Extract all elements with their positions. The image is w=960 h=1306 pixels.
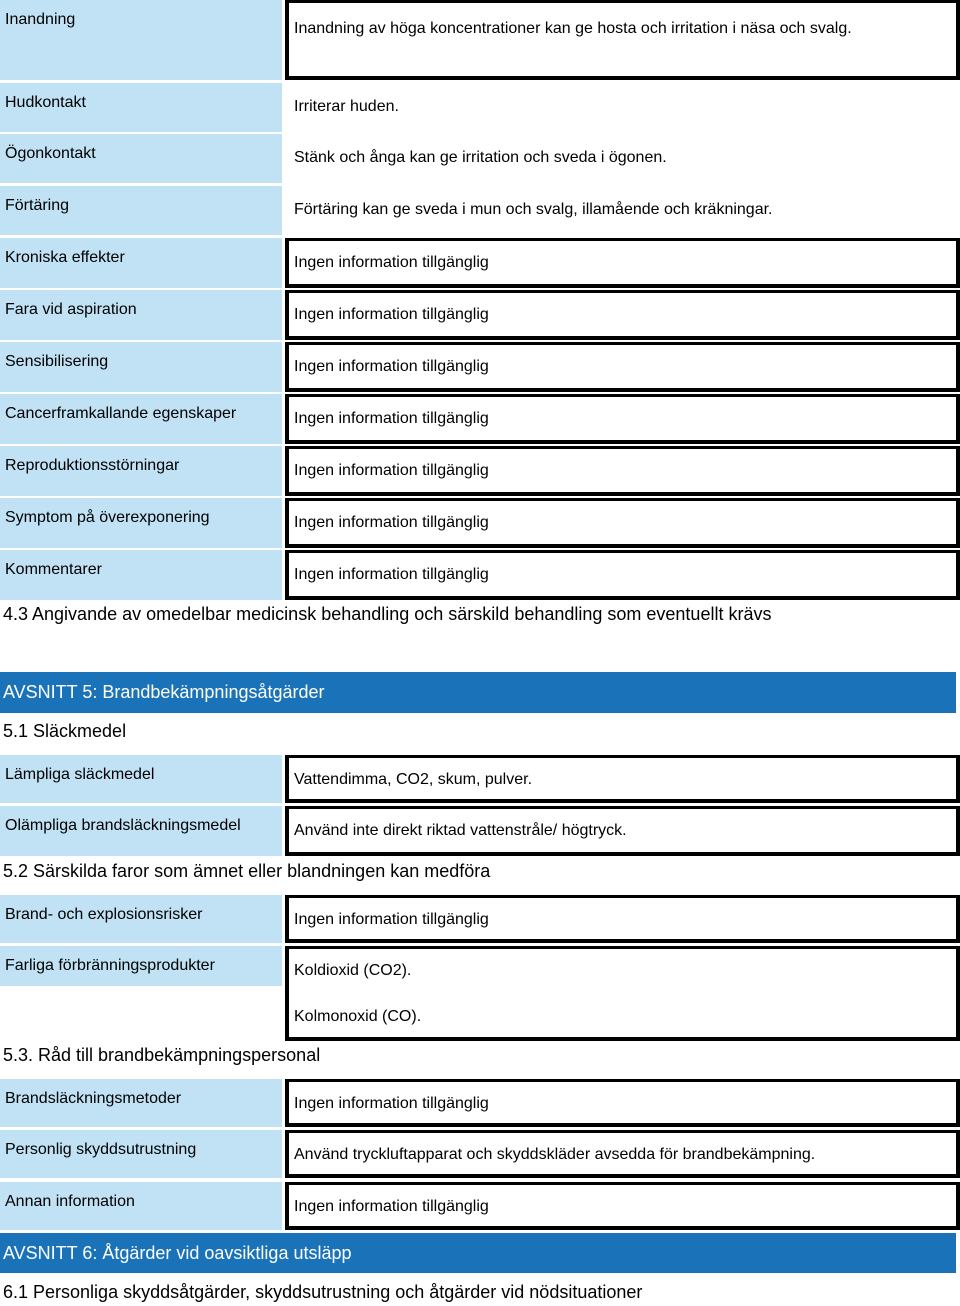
row-label: Olämpliga brandsläckningsmedel	[0, 806, 282, 856]
fire-row-extinguishing-methods	[0, 1079, 960, 1127]
row-label: Brandsläckningsmetoder	[0, 1079, 282, 1127]
fire-row-unsuitable-media	[0, 806, 960, 856]
row-value-line: Koldioxid (CO2).	[294, 962, 412, 979]
fire-row-combustion-products	[0, 946, 960, 1041]
row-label: Inandning	[0, 0, 282, 80]
row-label: Sensibilisering	[0, 342, 282, 392]
row-value: Ingen information tillgänglig	[285, 290, 960, 340]
row-value: Ingen information tillgänglig	[285, 342, 960, 392]
fire-row-suitable-media	[0, 755, 960, 803]
tox-row-comments	[0, 550, 960, 600]
tox-row-aspiration	[0, 290, 960, 340]
fire-row-other-info	[0, 1182, 960, 1230]
row-value: Ingen information tillgänglig	[285, 1079, 960, 1127]
row-label: Brand- och explosionsrisker	[0, 895, 282, 943]
row-label: Kroniska effekter	[0, 238, 282, 288]
section-6-header: AVSNITT 6: Åtgärder vid oavsiktliga utsläpp	[0, 1233, 956, 1273]
row-label: Ögonkontakt	[0, 134, 282, 183]
tox-row-carcinogenic	[0, 394, 960, 444]
row-label: Symptom på överexponering	[0, 498, 282, 548]
subheading-4-3: 4.3 Angivande av omedelbar medicinsk behandling och särskild behandling som eventuellt krävs	[3, 604, 772, 624]
row-value: Förtäring kan ge sveda i mun och svalg, illamående och kräkningar.	[285, 186, 960, 235]
row-value: Irriterar huden.	[285, 83, 960, 132]
row-value: Ingen information tillgänglig	[285, 446, 960, 496]
row-label: Förtäring	[0, 186, 282, 235]
row-value: Vattendimma, CO2, skum, pulver.	[285, 755, 960, 803]
row-value: Använd tryckluftapparat och skyddskläder avsedda för brandbekämpning.	[285, 1130, 960, 1178]
row-label: Cancerframkallande egenskaper	[0, 394, 282, 444]
tox-row-ingestion	[0, 186, 960, 235]
row-value: Ingen information tillgänglig	[285, 394, 960, 444]
row-label: Annan information	[0, 1182, 282, 1230]
section-5-header: AVSNITT 5: Brandbekämpningsåtgärder	[0, 672, 956, 713]
tox-row-skin	[0, 83, 960, 132]
row-label: Hudkontakt	[0, 83, 282, 132]
row-value: Använd inte direkt riktad vattenstråle/ högtryck.	[285, 806, 960, 856]
row-value: Inandning av höga koncentrationer kan ge hosta och irritation i näsa och svalg.	[285, 0, 960, 80]
row-value: Ingen information tillgänglig	[285, 498, 960, 548]
subheading-5-2: 5.2 Särskilda faror som ämnet eller blandningen kan medföra	[3, 861, 491, 881]
fire-row-explosion-risks	[0, 895, 960, 943]
tox-row-symptoms	[0, 498, 960, 548]
row-label: Lämpliga släckmedel	[0, 755, 282, 803]
row-label: Personlig skyddsutrustning	[0, 1130, 282, 1178]
subheading-6-1: 6.1 Personliga skyddsåtgärder, skyddsutrustning och åtgärder vid nödsituationer	[3, 1282, 643, 1302]
row-value: Ingen information tillgänglig	[285, 1182, 960, 1230]
row-value	[285, 946, 960, 1041]
tox-row-chronic	[0, 238, 960, 288]
tox-row-eye	[0, 134, 960, 183]
tox-row-sensitization	[0, 342, 960, 392]
row-label: Reproduktionsstörningar	[0, 446, 282, 496]
row-label: Farliga förbränningsprodukter	[0, 946, 282, 986]
subheading-5-1: 5.1 Släckmedel	[3, 721, 127, 741]
row-value-line: Kolmonoxid (CO).	[294, 1008, 422, 1025]
tox-row-reproductive	[0, 446, 960, 496]
subheading-5-3: 5.3. Råd till brandbekämpningspersonal	[3, 1045, 321, 1065]
row-value: Ingen information tillgänglig	[285, 895, 960, 943]
row-value: Ingen information tillgänglig	[285, 550, 960, 600]
fire-row-protective-equipment	[0, 1130, 960, 1178]
row-value: Stänk och ånga kan ge irritation och sveda i ögonen.	[285, 134, 960, 183]
row-label: Kommentarer	[0, 550, 282, 600]
row-value: Ingen information tillgänglig	[285, 238, 960, 288]
row-label: Fara vid aspiration	[0, 290, 282, 340]
tox-row-inhalation	[0, 0, 960, 80]
